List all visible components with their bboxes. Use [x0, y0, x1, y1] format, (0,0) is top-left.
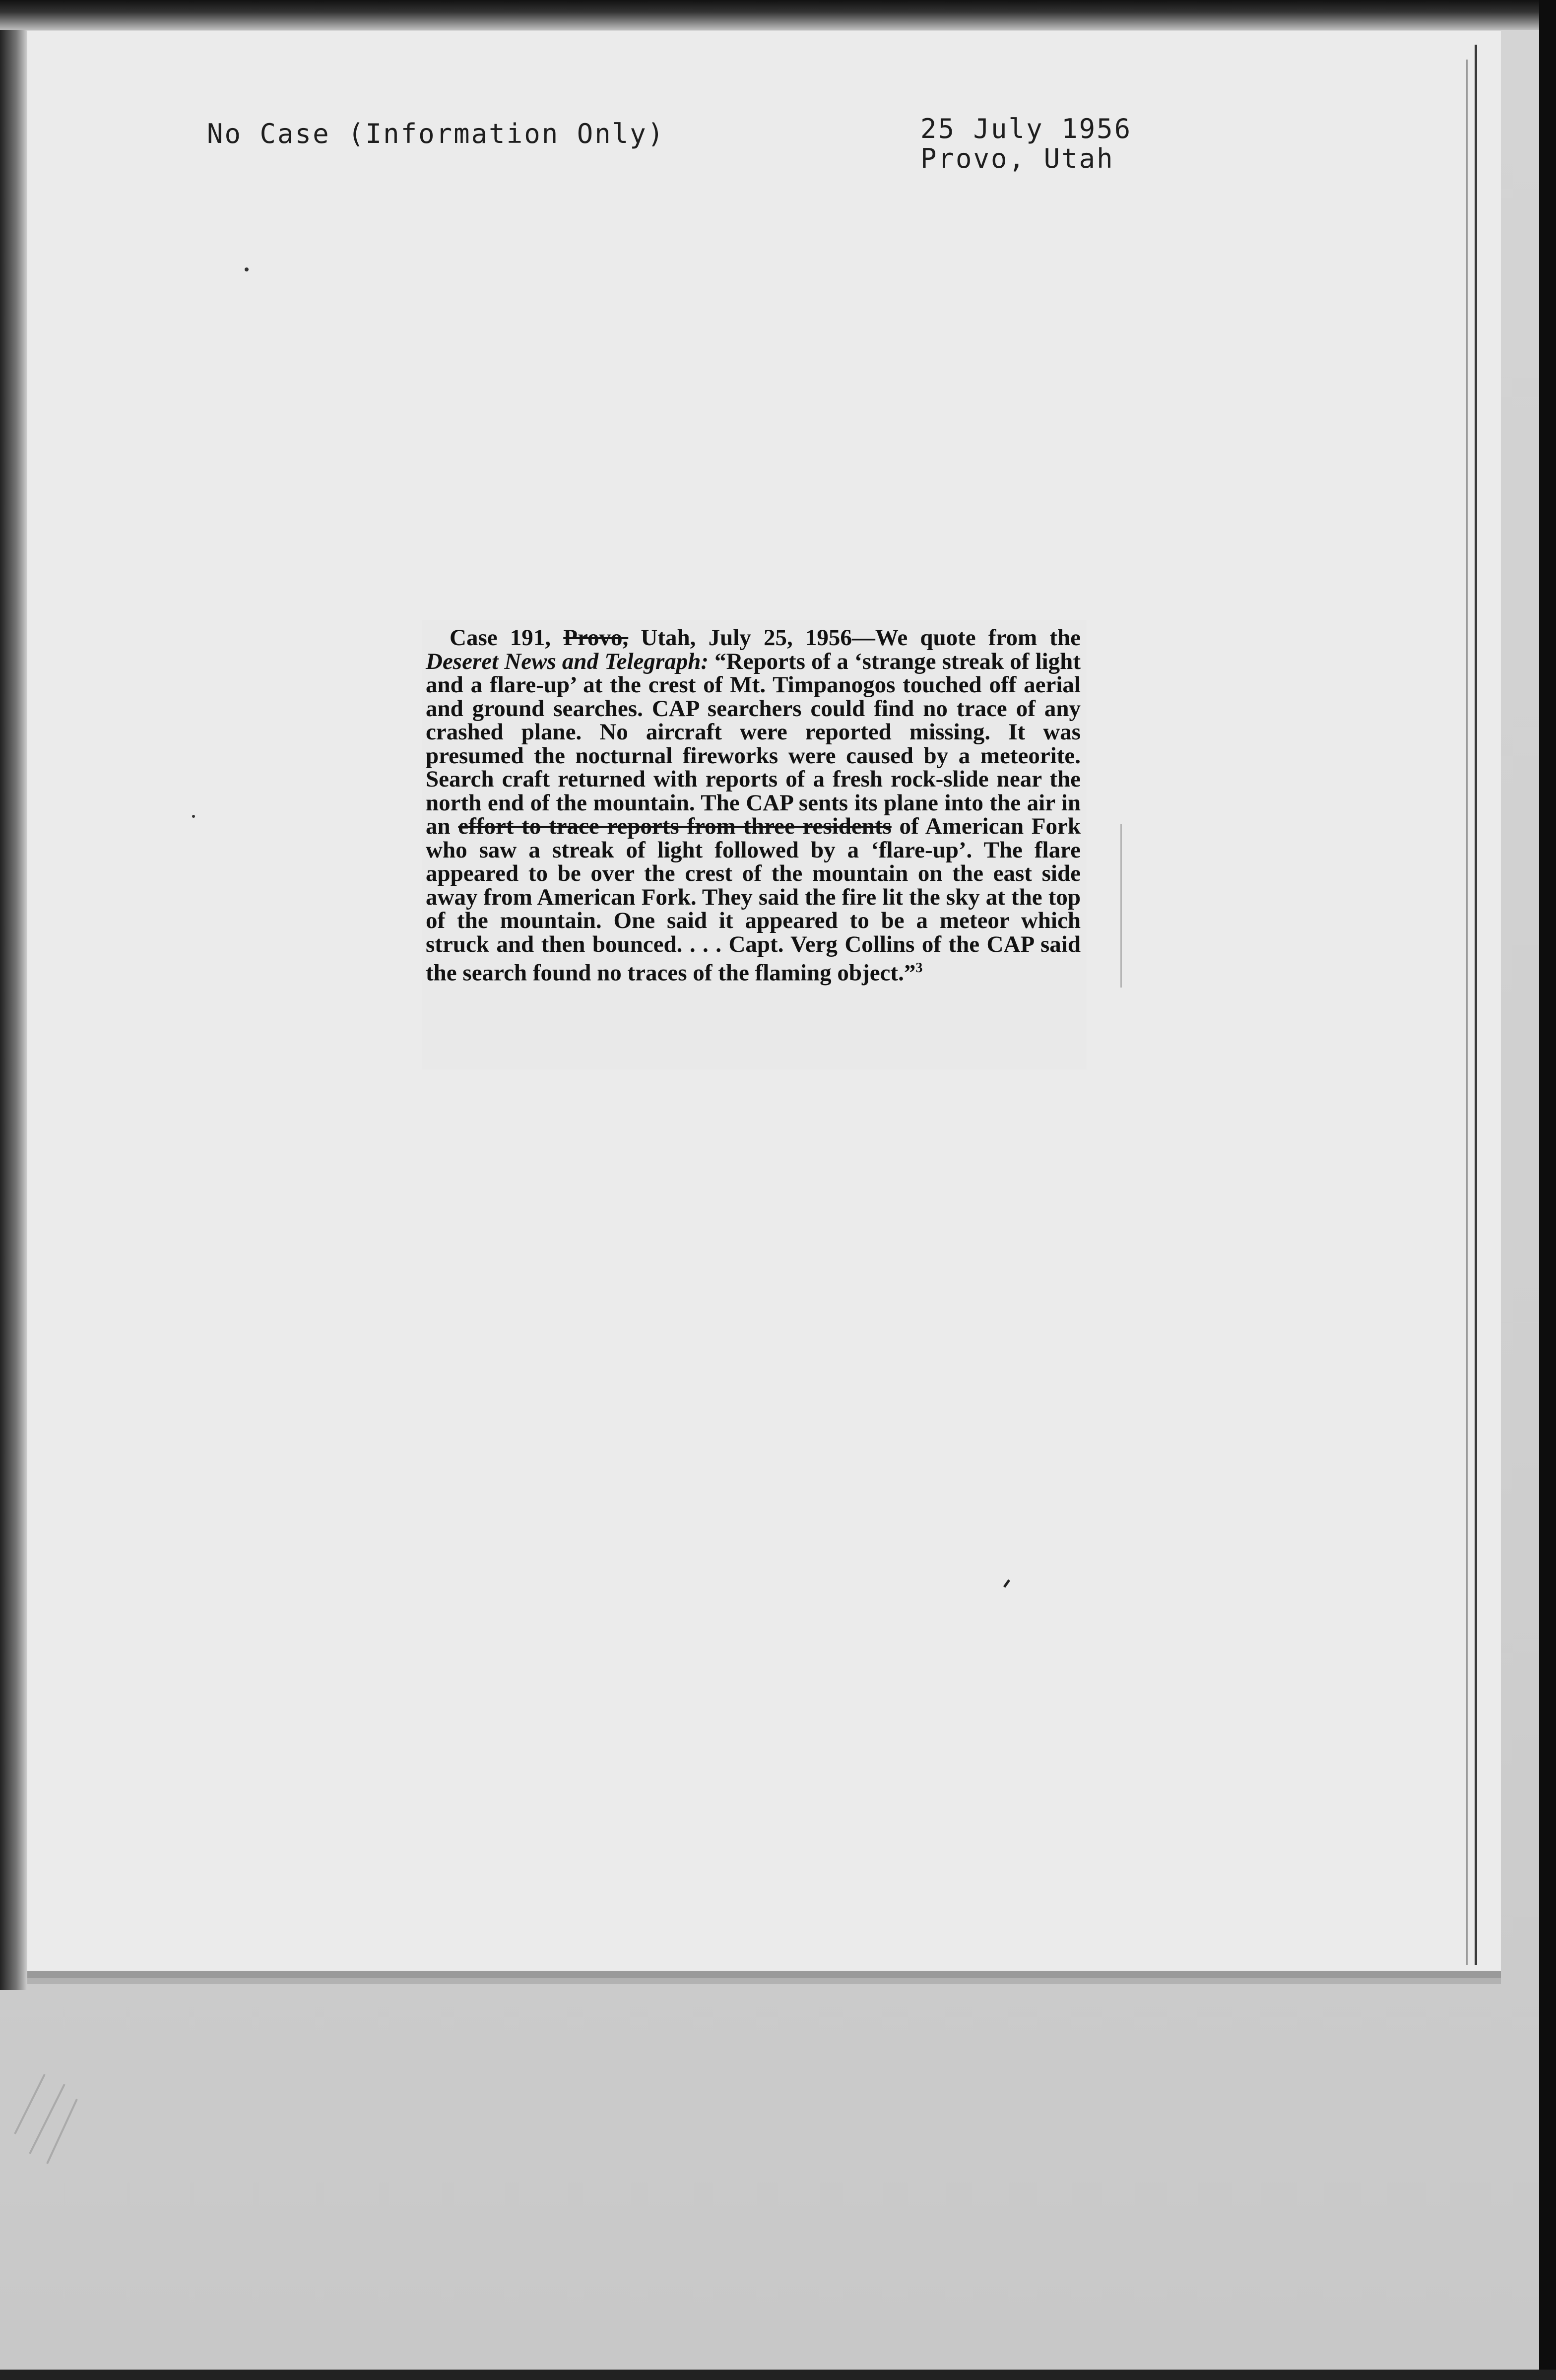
dateline: Utah, July 25, 1956—We quote from the [628, 625, 1081, 651]
quote-part-2: of American Fork who saw a streak of light followed by a ‘flare-up’. The flare appeared to be over the crest of the mountain on the east side away from American Fork. They said the fire lit the sky at the top of the mountain. One said it appeared to be a meteor which struck and then bounced. . . . Capt. Verg Collins of the CAP said the search found no traces of the flaming object.” [426, 813, 1081, 986]
speck [1004, 1580, 1009, 1587]
struck-city: Provo, [563, 625, 629, 651]
scratch-marks [15, 2074, 77, 2164]
footnote-marker: 3 [915, 960, 923, 976]
speck [192, 815, 195, 818]
quote-part-1: “Reports of a ‘strange streak of light and a flare-up’ at the crest of Mt. Timpanogos touched off aerial and ground searches. CAP searchers could find no trace of any crashed plane. No aircraft were reported missing. It was presumed the nocturnal fireworks were caused by a meteorite. Search craft returned with reports of a fresh rock-slide near the north end of the mountain. The CAP sents its plane into the air in an [426, 648, 1081, 839]
newspaper-source: Deseret News and Telegraph: [426, 648, 709, 674]
report-date: 25 July 1956 [920, 113, 1132, 144]
speck [245, 267, 249, 271]
struck-phrase: effort to trace reports from three residents [458, 813, 892, 839]
case-status-label: No Case (Information Only) [207, 118, 665, 149]
report-location: Provo, Utah [920, 143, 1114, 174]
case-number: Case 191, [450, 625, 551, 651]
